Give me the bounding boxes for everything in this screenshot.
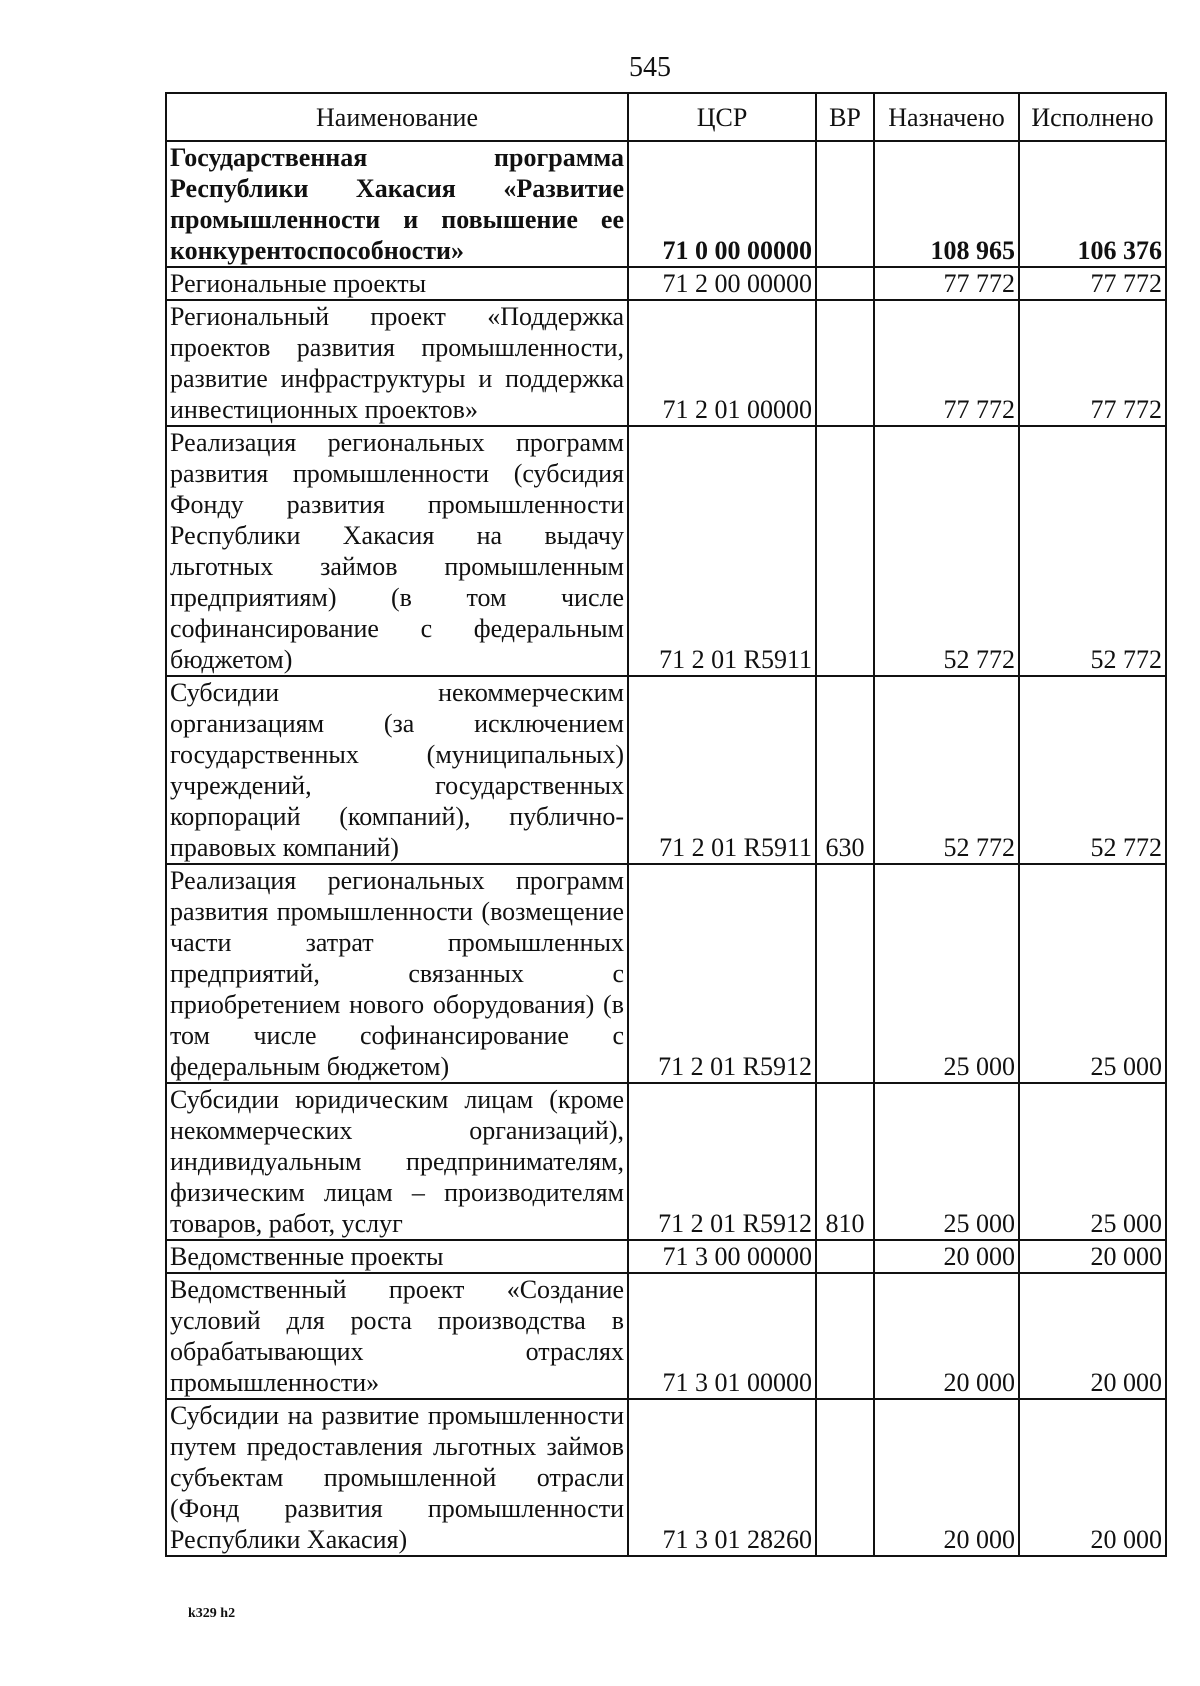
row-csr: 71 2 01 R5911 [628,426,816,676]
row-csr: 71 2 01 R5912 [628,864,816,1083]
row-executed: 25 000 [1019,864,1166,1083]
row-assigned: 20 000 [874,1240,1019,1273]
row-csr: 71 3 01 00000 [628,1273,816,1399]
row-vr [816,141,874,267]
row-assigned: 20 000 [874,1273,1019,1399]
row-assigned: 52 772 [874,426,1019,676]
table-row [166,1083,1166,1240]
row-vr [816,864,874,1083]
table-row [166,676,1166,864]
row-csr: 71 0 00 00000 [628,141,816,267]
row-assigned: 25 000 [874,1083,1019,1240]
row-name: Ведомственные проекты [166,1240,628,1273]
row-vr [816,267,874,300]
header-assigned: Назначено [874,93,1019,141]
table-row [166,864,1166,1083]
budget-table [165,92,1167,1557]
row-assigned: 108 965 [874,141,1019,267]
header-executed: Исполнено [1019,93,1166,141]
row-executed: 52 772 [1019,426,1166,676]
row-executed: 77 772 [1019,300,1166,426]
row-assigned: 20 000 [874,1399,1019,1556]
row-name: Реализация региональных программ развития промышленности (субсидия Фонду развития промышленности Республики Хакасия на выдачу льготных займов промышленным предприятиям) (в том числе софинансирование с федеральным бюджетом) [166,426,628,676]
footer-code: k329 h2 [188,1606,236,1621]
table-row [166,1240,1166,1273]
header-name: Наименование [166,93,628,141]
row-name: Ведомственный проект «Создание условий для роста производства в обрабатывающих отраслях промышленности» [166,1273,628,1399]
row-csr: 71 2 01 00000 [628,300,816,426]
row-csr: 71 3 00 00000 [628,1240,816,1273]
row-csr: 71 2 01 R5912 [628,1083,816,1240]
row-executed: 20 000 [1019,1399,1166,1556]
row-name: Реализация региональных программ развития промышленности (возмещение части затрат промышленных предприятий, связанных с приобретением нового оборудования) (в том числе софинансирование с федеральным бюджетом) [166,864,628,1083]
table-row [166,141,1166,267]
row-assigned: 77 772 [874,267,1019,300]
row-vr: 630 [816,676,874,864]
row-executed: 25 000 [1019,1083,1166,1240]
row-csr: 71 3 01 28260 [628,1399,816,1556]
row-name: Субсидии некоммерческим организациям (за исключением государственных (муниципальных) учреждений, государственных корпораций (компаний), публично-правовых компаний) [166,676,628,864]
row-name: Субсидии на развитие промышленности путем предоставления льготных займов субъектам промышленной отрасли (Фонд развития промышленности Республики Хакасия) [166,1399,628,1556]
row-vr [816,426,874,676]
row-name: Региональный проект «Поддержка проектов развития промышленности, развитие инфраструктуры и поддержка инвестиционных проектов» [166,300,628,426]
row-executed: 77 772 [1019,267,1166,300]
row-executed: 20 000 [1019,1273,1166,1399]
page-number: 545 [629,52,671,83]
row-name: Государственная программа Республики Хакасия «Развитие промышленности и повышение ее конкурентоспособности» [166,141,628,267]
header-csr: ЦСР [628,93,816,141]
row-name: Субсидии юридическим лицам (кроме некоммерческих организаций), индивидуальным предпринимателям, физическим лицам – производителям товаров, работ, услуг [166,1083,628,1240]
table-header-row [166,93,1166,141]
table-row [166,1273,1166,1399]
table-row [166,1399,1166,1556]
row-vr [816,1273,874,1399]
row-executed: 106 376 [1019,141,1166,267]
row-executed: 20 000 [1019,1240,1166,1273]
row-assigned: 77 772 [874,300,1019,426]
row-csr: 71 2 00 00000 [628,267,816,300]
table-row [166,300,1166,426]
row-name: Региональные проекты [166,267,628,300]
table-row [166,267,1166,300]
row-assigned: 52 772 [874,676,1019,864]
row-vr [816,1240,874,1273]
row-vr: 810 [816,1083,874,1240]
table-row [166,426,1166,676]
row-csr: 71 2 01 R5911 [628,676,816,864]
header-vr: ВР [816,93,874,141]
row-vr [816,1399,874,1556]
row-executed: 52 772 [1019,676,1166,864]
row-assigned: 25 000 [874,864,1019,1083]
row-vr [816,300,874,426]
